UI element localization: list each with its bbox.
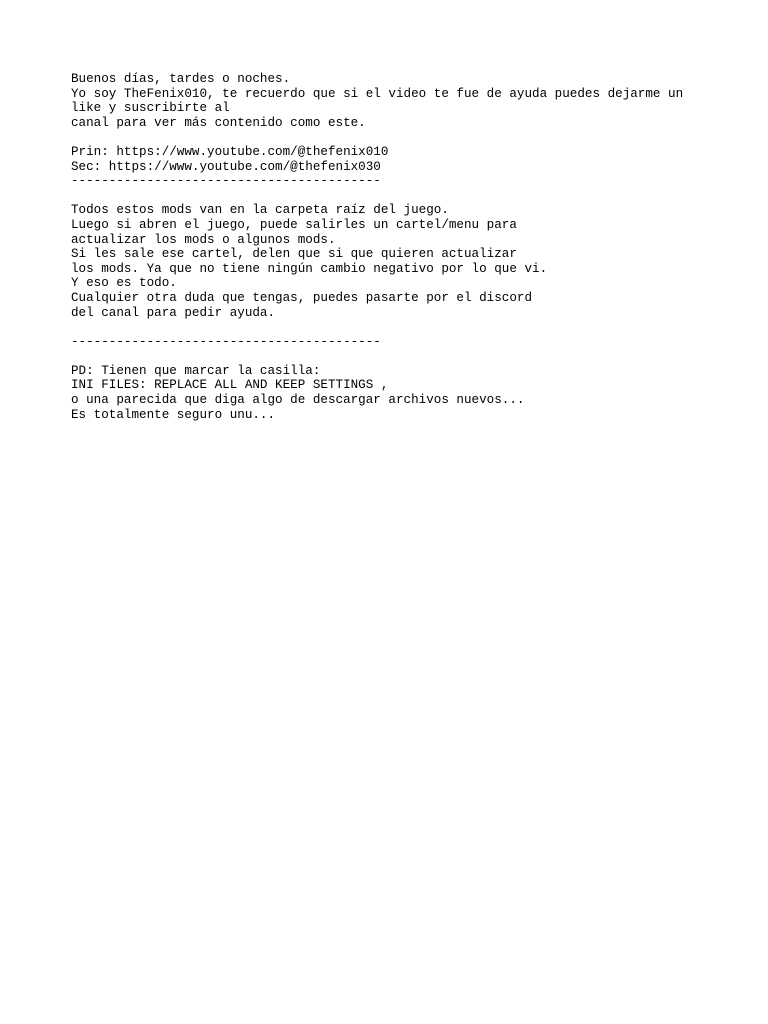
text-line: canal para ver más contenido como este.: [71, 115, 366, 130]
text-line: actualizar los mods o algunos mods.: [71, 232, 336, 247]
document-text: [71, 72, 731, 422]
text-line: del canal para pedir ayuda.: [71, 305, 276, 320]
link-line-primary: Prin: https://www.youtube.com/@thefenix010: [71, 144, 389, 159]
text-line: PD: Tienen que marcar la casilla:: [71, 363, 321, 378]
text-line: Yo soy TheFenix010, te recuerdo que si el video te fue de ayuda puedes dejarme un: [71, 86, 684, 101]
text-line: INI FILES: REPLACE ALL AND KEEP SETTINGS ,: [71, 378, 389, 393]
blank-line: [71, 320, 731, 335]
text-line: Cualquier otra duda que tengas, puedes pasarte por el discord: [71, 290, 533, 305]
text-line: Buenos días, tardes o noches.: [71, 72, 291, 86]
blank-line: [71, 349, 731, 364]
blank-line: [71, 130, 731, 145]
text-line: Es totalmente seguro unu...: [71, 407, 276, 422]
text-line: los mods. Ya que no tiene ningún cambio negativo por lo que vi.: [71, 261, 548, 276]
separator-line: -----------------------------------------: [71, 174, 381, 189]
text-line: like y suscribirte al: [71, 101, 230, 116]
text-line: o una parecida que diga algo de descargar archivos nuevos...: [71, 393, 525, 408]
text-line: Si les sale ese cartel, delen que si que quieren actualizar: [71, 247, 517, 262]
text-line: Luego si abren el juego, puede salirles un cartel/menu para: [71, 217, 517, 232]
separator-line: -----------------------------------------: [71, 334, 381, 349]
text-line: Y eso es todo.: [71, 276, 177, 291]
blank-line: [71, 189, 731, 204]
link-line-secondary: Sec: https://www.youtube.com/@thefenix030: [71, 159, 381, 174]
text-line: Todos estos mods van en la carpeta raíz del juego.: [71, 203, 449, 218]
